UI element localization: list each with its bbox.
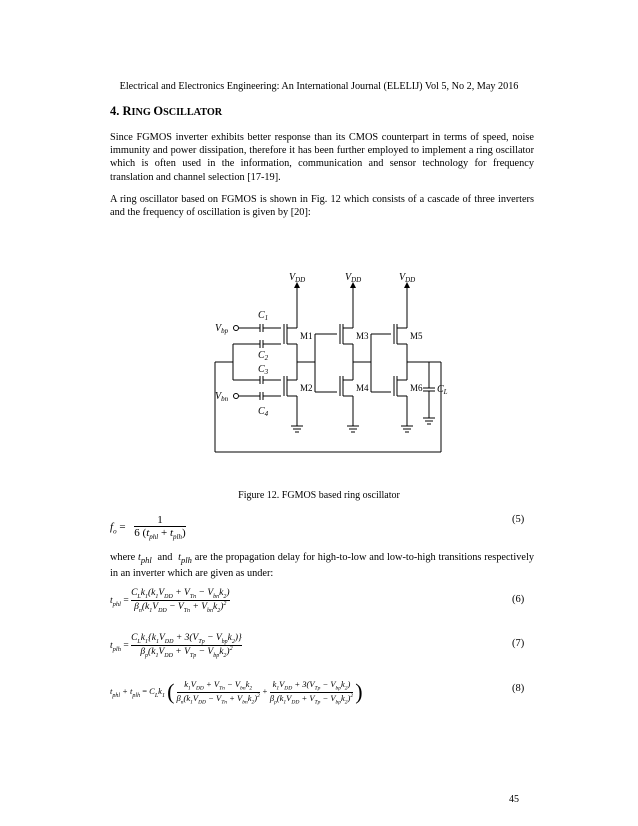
m4-label: M4 <box>356 383 369 393</box>
figure-caption: Figure 12. FGMOS based ring oscillator <box>238 490 400 501</box>
where-paragraph: where $t_{phl}$ and $t_{plh}$ are the propagation delay for high-to-low and low-to-high transitions respectively in an inverter which are given as under: <box>110 552 534 580</box>
equation-7-number: (7) <box>512 638 525 649</box>
vbp-label: $V_{bp}$ <box>215 323 229 335</box>
section-title-cap1: R <box>122 104 132 118</box>
c4-label: $C_4$ <box>258 406 269 418</box>
section-title <box>110 104 222 119</box>
m6-label: M6 <box>410 383 423 393</box>
paragraph-figure-ref: A ring oscillator based on FGMOS is shown in Fig. 12 which consists of a cascade of three inverters and the frequency of oscillation is given by [20]: <box>110 194 534 219</box>
vdd-label-3: $V_{DD}$ <box>399 272 416 284</box>
section-number: 4. <box>110 104 120 118</box>
c1-label: $C_1$ <box>258 310 269 322</box>
vdd-label-1: $V_{DD}$ <box>289 272 306 284</box>
vdd-label-2: $V_{DD}$ <box>345 272 362 284</box>
m2-label: M2 <box>300 383 313 393</box>
equation-6-number: (6) <box>512 594 525 605</box>
ring-oscillator-schematic <box>205 268 455 460</box>
m3-label: M3 <box>356 331 369 341</box>
m5-label: M5 <box>410 331 423 341</box>
section-title-cap2: O <box>153 104 164 118</box>
section-title-small2: SCILLATOR <box>163 107 223 118</box>
section-title-small1: ING <box>131 107 154 118</box>
equation-8: $t_{phl} + t_{plh} = C_Lk_1$ ( $k_1V_{DD} + V_{Tn} - V_{bn}k_2$ $\beta_n(k_1V_{DD} - V_{Tn} + V_{bn}k_2)^2$ + $k_1V_{DD} + 3(V_{Tp} - V_{bp}k_2)$ $\beta_p(k_1V_{DD} + V_{Tp} - V_{bp}k_2)^2$ ) <box>110 679 363 706</box>
cl-label: $C_L$ <box>437 384 448 396</box>
m1-label: M1 <box>300 331 313 341</box>
vbn-label: $V_{bn}$ <box>215 391 229 403</box>
c2-label: $C_2$ <box>258 350 269 362</box>
equation-7: $t_{plh}$ = $C_Lk_1\{k_1V_{DD} + 3(V_{Tp} - V_{bp}k_2)\}$ $\beta_p(k_1V_{DD} + V_{Tp} - V_{bp}k_2)^2$ <box>110 633 242 659</box>
journal-header: Electrical and Electronics Engineering: An International Journal (ELELIJ) Vol 5, No 2, May 2016 <box>119 81 519 92</box>
paragraph-intro: Since FGMOS inverter exhibits better response than its CMOS counterpart in terms of speed, noise immunity and power dissipation, therefore it has been further employed to implement a ring oscillator which is often used in the information, communication and sensor technology for frequency translation and channel selection [17-19]. <box>110 132 534 183</box>
equation-8-number: (8) <box>512 683 525 694</box>
equation-5-number: (5) <box>512 514 525 525</box>
equation-6: $t_{phl}$ = $C_Lk_1(k_1V_{DD} + V_{Tn} - V_{bn}k_2)$ $\beta_n(k_1V_{DD} - V_{Tn} + V_{bn}k_2)^2$ <box>110 588 230 614</box>
page-number: 45 <box>509 794 519 805</box>
equation-5: $f_o$ = 1 6 $(t_{phl} + t_{plh})$ <box>110 514 186 542</box>
c3-label: $C_3$ <box>258 364 269 376</box>
